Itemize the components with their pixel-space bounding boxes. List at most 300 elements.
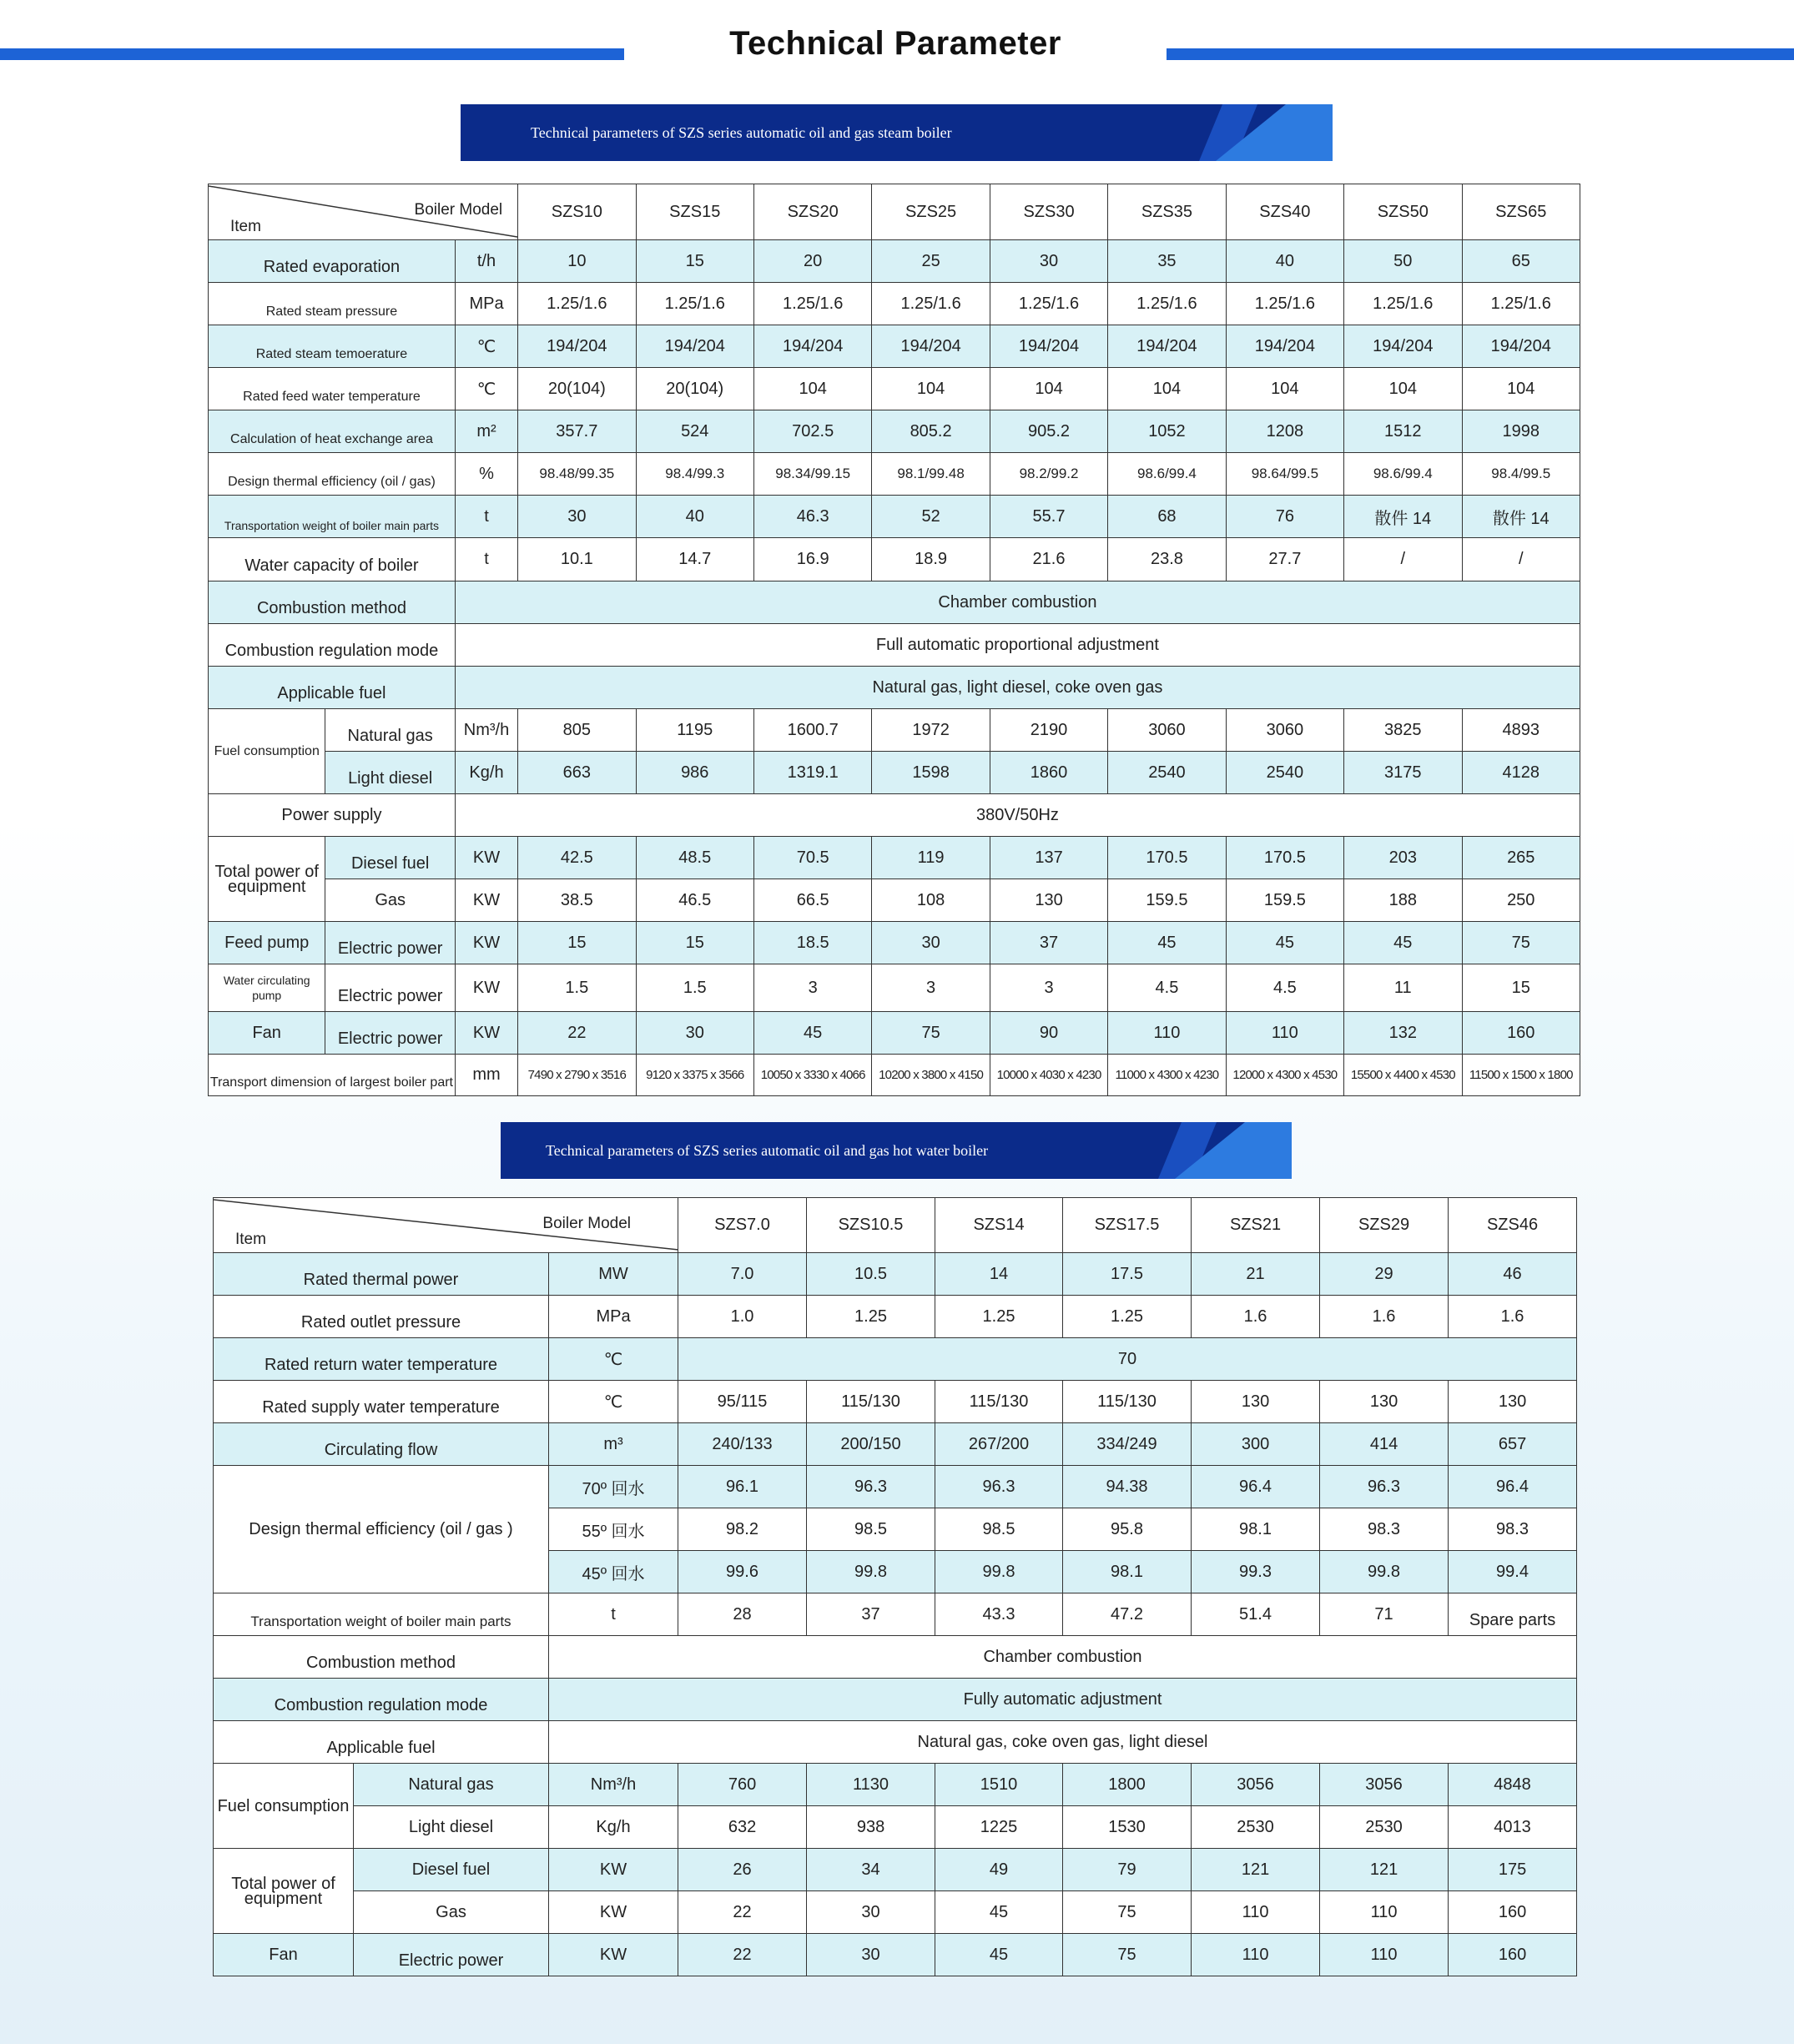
- unit-cell: t: [549, 1593, 678, 1636]
- unit-cell: KW: [549, 1849, 678, 1891]
- unit-cell: m³: [549, 1423, 678, 1466]
- value-cell: 159.5: [1226, 879, 1343, 922]
- value-cell: 1.25: [807, 1296, 935, 1338]
- sub-label: Electric power: [325, 964, 455, 1012]
- value-cell: 10050 x 3330 x 4066: [753, 1055, 871, 1096]
- value-cell: 1.6: [1320, 1296, 1449, 1338]
- value-cell: 194/204: [518, 325, 636, 368]
- value-cell: 1.25/1.6: [1108, 283, 1226, 325]
- value-cell: 71: [1320, 1593, 1449, 1636]
- row-label: Water circulating pump: [209, 964, 325, 1012]
- value-cell: /: [1344, 538, 1462, 581]
- value-cell: 29: [1320, 1253, 1449, 1296]
- row-label: Fan: [209, 1012, 325, 1055]
- value-cell: 95.8: [1063, 1508, 1192, 1551]
- unit-cell: KW: [549, 1934, 678, 1976]
- value-cell: 3: [753, 964, 871, 1012]
- table-row: [209, 752, 1580, 794]
- value-cell: 194/204: [990, 325, 1107, 368]
- value-cell: 1530: [1063, 1806, 1192, 1849]
- table-row: [209, 667, 1580, 709]
- table-row: [214, 1679, 1577, 1721]
- value-cell: 194/204: [1226, 325, 1343, 368]
- value-cell: 15: [518, 922, 636, 964]
- unit-cell: MW: [549, 1253, 678, 1296]
- value-cell: 15: [636, 240, 753, 283]
- value-cell: 10.5: [807, 1253, 935, 1296]
- value-cell: 702.5: [753, 410, 871, 453]
- row-label: Design thermal efficiency (oil / gas): [209, 453, 456, 496]
- row-label: Combustion regulation mode: [209, 624, 456, 667]
- value-cell: 115/130: [1063, 1381, 1192, 1423]
- row-label: Rated steam pressure: [209, 283, 456, 325]
- value-cell: 12000 x 4300 x 4530: [1226, 1055, 1343, 1096]
- value-cell: 4.5: [1226, 964, 1343, 1012]
- value-cell: 75: [1063, 1934, 1192, 1976]
- value-cell: 30: [807, 1934, 935, 1976]
- unit-cell: KW: [455, 964, 517, 1012]
- value-cell: 4848: [1449, 1764, 1577, 1806]
- merged-value: Chamber combustion: [455, 581, 1580, 624]
- value-cell: 42.5: [518, 837, 636, 879]
- value-cell: 43.3: [935, 1593, 1063, 1636]
- value-cell: 98.3: [1449, 1508, 1577, 1551]
- value-cell: 2190: [990, 709, 1107, 752]
- value-cell: 27.7: [1226, 538, 1343, 581]
- table-row: [209, 538, 1580, 581]
- model-header: SZS17.5: [1063, 1198, 1192, 1253]
- row-label: Transport dimension of largest boiler part: [209, 1055, 456, 1096]
- value-cell: 1.25/1.6: [1462, 283, 1580, 325]
- value-cell: 104: [990, 368, 1107, 410]
- value-cell: 3825: [1344, 709, 1462, 752]
- table-row: [214, 1934, 1577, 1976]
- header-bar-left: [0, 48, 624, 60]
- value-cell: 70.5: [753, 837, 871, 879]
- table-row: [209, 794, 1580, 837]
- value-cell: 35: [1108, 240, 1226, 283]
- table-row: [214, 1806, 1577, 1849]
- model-header: SZS40: [1226, 184, 1343, 240]
- table-row: [209, 837, 1580, 879]
- value-cell: 1.6: [1192, 1296, 1320, 1338]
- value-cell: 170.5: [1108, 837, 1226, 879]
- merged-value: Fully automatic adjustment: [549, 1679, 1577, 1721]
- table-row: [209, 709, 1580, 752]
- value-cell: 99.4: [1449, 1551, 1577, 1593]
- row-label: Combustion method: [209, 581, 456, 624]
- value-cell: 159.5: [1108, 879, 1226, 922]
- value-cell: 46: [1449, 1253, 1577, 1296]
- value-cell: 160: [1462, 1012, 1580, 1055]
- value-cell: 104: [1344, 368, 1462, 410]
- unit-cell: Nm³/h: [549, 1764, 678, 1806]
- row-label: Rated return water temperature: [214, 1338, 549, 1381]
- value-cell: 10: [518, 240, 636, 283]
- value-cell: 194/204: [872, 325, 990, 368]
- value-cell: 98.6/99.4: [1108, 453, 1226, 496]
- value-cell: 30: [872, 922, 990, 964]
- hotwater-boiler-table: [213, 1197, 1577, 1976]
- model-header: SZS7.0: [678, 1198, 807, 1253]
- boiler-model-label: Boiler Model: [414, 201, 503, 219]
- value-cell: 986: [636, 752, 753, 794]
- value-cell: 90: [990, 1012, 1107, 1055]
- value-cell: 34: [807, 1849, 935, 1891]
- value-cell: 98.5: [935, 1508, 1063, 1551]
- value-cell: 11500 x 1500 x 1800: [1462, 1055, 1580, 1096]
- value-cell: 240/133: [678, 1423, 807, 1466]
- hotwater-banner-title: Technical parameters of SZS series automatic oil and gas hot water boiler: [546, 1142, 989, 1159]
- value-cell: 4128: [1462, 752, 1580, 794]
- row-label: Water capacity of boiler: [209, 538, 456, 581]
- value-cell: 96.1: [678, 1466, 807, 1508]
- value-cell: 98.5: [807, 1508, 935, 1551]
- value-cell: 75: [872, 1012, 990, 1055]
- value-cell: 98.2: [678, 1508, 807, 1551]
- value-cell: 130: [1192, 1381, 1320, 1423]
- row-label: Combustion regulation mode: [214, 1679, 549, 1721]
- sub-label: Natural gas: [354, 1764, 549, 1806]
- value-cell: 663: [518, 752, 636, 794]
- value-cell: 96.3: [935, 1466, 1063, 1508]
- value-cell: 1319.1: [753, 752, 871, 794]
- value-cell: 99.3: [1192, 1551, 1320, 1593]
- value-cell: 75: [1063, 1891, 1192, 1934]
- value-cell: 110: [1192, 1891, 1320, 1934]
- item-label: Item: [235, 1231, 266, 1248]
- value-cell: 38.5: [518, 879, 636, 922]
- table-row: [209, 1055, 1580, 1096]
- sub-label: Diesel fuel: [354, 1849, 549, 1891]
- unit-cell: mm: [455, 1055, 517, 1096]
- unit-cell: KW: [455, 879, 517, 922]
- value-cell: 15500 x 4400 x 4530: [1344, 1055, 1462, 1096]
- steam-banner-title: Technical parameters of SZS series automatic oil and gas steam boiler: [531, 124, 952, 141]
- group-label: Design thermal efficiency (oil / gas ): [214, 1466, 549, 1593]
- unit-cell: t: [455, 538, 517, 581]
- table-row: [209, 410, 1580, 453]
- table-row: [209, 581, 1580, 624]
- sub-label: 55º 回水: [549, 1508, 678, 1551]
- value-cell: 1195: [636, 709, 753, 752]
- model-header: SZS46: [1449, 1198, 1577, 1253]
- value-cell: 55.7: [990, 496, 1107, 538]
- value-cell: 1.25: [935, 1296, 1063, 1338]
- unit-cell: Kg/h: [549, 1806, 678, 1849]
- header-corner: [214, 1198, 678, 1253]
- value-cell: 3: [990, 964, 1107, 1012]
- value-cell: 110: [1320, 1934, 1449, 1976]
- value-cell: 49: [935, 1849, 1063, 1891]
- sub-label: Light diesel: [354, 1806, 549, 1849]
- value-cell: 96.3: [1320, 1466, 1449, 1508]
- table-row: [214, 1466, 1577, 1508]
- value-cell: 905.2: [990, 410, 1107, 453]
- table-row: [214, 1764, 1577, 1806]
- merged-value: Natural gas, coke oven gas, light diesel: [549, 1721, 1577, 1764]
- value-cell: 4893: [1462, 709, 1580, 752]
- value-cell: 20: [753, 240, 871, 283]
- value-cell: 22: [678, 1934, 807, 1976]
- unit-cell: ℃: [549, 1381, 678, 1423]
- value-cell: 15: [636, 922, 753, 964]
- value-cell: 121: [1320, 1849, 1449, 1891]
- unit-cell: Nm³/h: [455, 709, 517, 752]
- table-row: [209, 922, 1580, 964]
- value-cell: 37: [990, 922, 1107, 964]
- value-cell: 194/204: [1344, 325, 1462, 368]
- value-cell: 95/115: [678, 1381, 807, 1423]
- model-header: SZS21: [1192, 1198, 1320, 1253]
- value-cell: 50: [1344, 240, 1462, 283]
- row-label: Rated thermal power: [214, 1253, 549, 1296]
- value-cell: 194/204: [636, 325, 753, 368]
- model-header: SZS25: [872, 184, 990, 240]
- row-label: Power supply: [209, 794, 456, 837]
- model-header: SZS14: [935, 1198, 1063, 1253]
- value-cell: 1998: [1462, 410, 1580, 453]
- sub-label: Gas: [354, 1891, 549, 1934]
- model-header: SZS35: [1108, 184, 1226, 240]
- row-label: Applicable fuel: [209, 667, 456, 709]
- value-cell: 79: [1063, 1849, 1192, 1891]
- value-cell: 3175: [1344, 752, 1462, 794]
- value-cell: 104: [1108, 368, 1226, 410]
- value-cell: /: [1462, 538, 1580, 581]
- value-cell: 18.5: [753, 922, 871, 964]
- value-cell: 110: [1320, 1891, 1449, 1934]
- value-cell: 30: [636, 1012, 753, 1055]
- value-cell: 104: [872, 368, 990, 410]
- value-cell: 121: [1192, 1849, 1320, 1891]
- value-cell: 1600.7: [753, 709, 871, 752]
- value-cell: 20(104): [636, 368, 753, 410]
- value-cell: 96.4: [1192, 1466, 1320, 1508]
- value-cell: 2530: [1320, 1806, 1449, 1849]
- value-cell: 267/200: [935, 1423, 1063, 1466]
- value-cell: 1.6: [1449, 1296, 1577, 1338]
- unit-cell: %: [455, 453, 517, 496]
- value-cell: 40: [1226, 240, 1343, 283]
- value-cell: 14.7: [636, 538, 753, 581]
- value-cell: 16.9: [753, 538, 871, 581]
- value-cell: 3056: [1192, 1764, 1320, 1806]
- value-cell: 1.25: [1063, 1296, 1192, 1338]
- value-cell: 98.4/99.3: [636, 453, 753, 496]
- value-cell: 2540: [1226, 752, 1343, 794]
- value-cell: 188: [1344, 879, 1462, 922]
- value-cell: 194/204: [753, 325, 871, 368]
- value-cell: 46.3: [753, 496, 871, 538]
- value-cell: 632: [678, 1806, 807, 1849]
- value-cell: 15: [1462, 964, 1580, 1012]
- merged-value: Full automatic proportional adjustment: [455, 624, 1580, 667]
- unit-cell: MPa: [549, 1296, 678, 1338]
- unit-cell: Kg/h: [455, 752, 517, 794]
- value-cell: 1.5: [636, 964, 753, 1012]
- value-cell: 10200 x 3800 x 4150: [872, 1055, 990, 1096]
- value-cell: 657: [1449, 1423, 1577, 1466]
- value-cell: 2530: [1192, 1806, 1320, 1849]
- value-cell: 51.4: [1192, 1593, 1320, 1636]
- value-cell: 21: [1192, 1253, 1320, 1296]
- value-cell: 48.5: [636, 837, 753, 879]
- value-cell: 4.5: [1108, 964, 1226, 1012]
- table-row: [214, 1721, 1577, 1764]
- header-corner: [209, 184, 518, 240]
- item-label: Item: [230, 218, 261, 235]
- value-cell: 37: [807, 1593, 935, 1636]
- unit-cell: KW: [455, 837, 517, 879]
- value-cell: 194/204: [1462, 325, 1580, 368]
- model-header: SZS30: [990, 184, 1107, 240]
- value-cell: 99.6: [678, 1551, 807, 1593]
- header-bar-right: [1167, 48, 1794, 60]
- value-cell: 1052: [1108, 410, 1226, 453]
- row-label: Rated evaporation: [209, 240, 456, 283]
- value-cell: 65: [1462, 240, 1580, 283]
- value-cell: 130: [1320, 1381, 1449, 1423]
- value-cell: 1510: [935, 1764, 1063, 1806]
- model-header: SZS10: [518, 184, 636, 240]
- sub-label: Light diesel: [325, 752, 455, 794]
- header-row: [209, 184, 1580, 240]
- value-cell: 68: [1108, 496, 1226, 538]
- unit-cell: MPa: [455, 283, 517, 325]
- row-label: Fan: [214, 1934, 354, 1976]
- table-row: [214, 1381, 1577, 1423]
- sub-label: Electric power: [325, 1012, 455, 1055]
- group-label: Total power of equipment: [209, 837, 325, 922]
- row-label: Transportation weight of boiler main parts: [209, 496, 456, 538]
- table-row: [209, 496, 1580, 538]
- value-cell: 170.5: [1226, 837, 1343, 879]
- value-cell: Spare parts: [1449, 1593, 1577, 1636]
- table-row: [209, 453, 1580, 496]
- row-label: Transportation weight of boiler main parts: [214, 1593, 549, 1636]
- value-cell: 25: [872, 240, 990, 283]
- value-cell: 805: [518, 709, 636, 752]
- value-cell: 175: [1449, 1849, 1577, 1891]
- sub-label: Electric power: [354, 1934, 549, 1976]
- value-cell: 散件 14: [1462, 496, 1580, 538]
- group-label: Fuel consumption: [214, 1764, 354, 1849]
- row-label: Combustion method: [214, 1636, 549, 1679]
- table-row: [209, 624, 1580, 667]
- value-cell: 1800: [1063, 1764, 1192, 1806]
- value-cell: 104: [753, 368, 871, 410]
- value-cell: 11000 x 4300 x 4230: [1108, 1055, 1226, 1096]
- row-label: Rated outlet pressure: [214, 1296, 549, 1338]
- value-cell: 98.64/99.5: [1226, 453, 1343, 496]
- model-header: SZS65: [1462, 184, 1580, 240]
- value-cell: 2540: [1108, 752, 1226, 794]
- table-row: [209, 283, 1580, 325]
- steam-banner: [461, 104, 1333, 161]
- value-cell: 115/130: [935, 1381, 1063, 1423]
- value-cell: 3060: [1108, 709, 1226, 752]
- value-cell: 10.1: [518, 538, 636, 581]
- value-cell: 1130: [807, 1764, 935, 1806]
- table-row: [214, 1849, 1577, 1891]
- value-cell: 10000 x 4030 x 4230: [990, 1055, 1107, 1096]
- value-cell: 110: [1108, 1012, 1226, 1055]
- row-label: Applicable fuel: [214, 1721, 549, 1764]
- value-cell: 1208: [1226, 410, 1343, 453]
- value-cell: 98.2/99.2: [990, 453, 1107, 496]
- value-cell: 1225: [935, 1806, 1063, 1849]
- unit-cell: KW: [549, 1891, 678, 1934]
- merged-value: Natural gas, light diesel, coke oven gas: [455, 667, 1580, 709]
- value-cell: 524: [636, 410, 753, 453]
- unit-cell: KW: [455, 1012, 517, 1055]
- value-cell: 1972: [872, 709, 990, 752]
- model-header: SZS50: [1344, 184, 1462, 240]
- row-label: Rated supply water temperature: [214, 1381, 549, 1423]
- sub-label: 45º 回水: [549, 1551, 678, 1593]
- table-row: [209, 879, 1580, 922]
- value-cell: 265: [1462, 837, 1580, 879]
- table-row: [214, 1296, 1577, 1338]
- group-label: Total power of equipment: [214, 1849, 354, 1934]
- value-cell: 760: [678, 1764, 807, 1806]
- value-cell: 11: [1344, 964, 1462, 1012]
- row-label: Calculation of heat exchange area: [209, 410, 456, 453]
- value-cell: 250: [1462, 879, 1580, 922]
- table-row: [209, 325, 1580, 368]
- unit-cell: ℃: [455, 325, 517, 368]
- value-cell: 66.5: [753, 879, 871, 922]
- value-cell: 110: [1192, 1934, 1320, 1976]
- value-cell: 160: [1449, 1934, 1577, 1976]
- model-header: SZS15: [636, 184, 753, 240]
- value-cell: 30: [990, 240, 1107, 283]
- value-cell: 132: [1344, 1012, 1462, 1055]
- value-cell: 30: [518, 496, 636, 538]
- table-row: [214, 1593, 1577, 1636]
- value-cell: 1.25/1.6: [636, 283, 753, 325]
- value-cell: 300: [1192, 1423, 1320, 1466]
- value-cell: 1.25/1.6: [753, 283, 871, 325]
- value-cell: 1.0: [678, 1296, 807, 1338]
- value-cell: 52: [872, 496, 990, 538]
- value-cell: 194/204: [1108, 325, 1226, 368]
- value-cell: 414: [1320, 1423, 1449, 1466]
- table-row: [214, 1338, 1577, 1381]
- value-cell: 20(104): [518, 368, 636, 410]
- table-row: [214, 1253, 1577, 1296]
- table-row: [209, 368, 1580, 410]
- value-cell: 7490 x 2790 x 3516: [518, 1055, 636, 1096]
- model-header: SZS10.5: [807, 1198, 935, 1253]
- value-cell: 7.0: [678, 1253, 807, 1296]
- value-cell: 98.1: [1192, 1508, 1320, 1551]
- sub-label: Gas: [325, 879, 455, 922]
- value-cell: 45: [935, 1891, 1063, 1934]
- value-cell: 938: [807, 1806, 935, 1849]
- row-label: Rated steam temoerature: [209, 325, 456, 368]
- value-cell: 160: [1449, 1891, 1577, 1934]
- value-cell: 1598: [872, 752, 990, 794]
- table-row: [214, 1423, 1577, 1466]
- table-row: [214, 1636, 1577, 1679]
- value-cell: 46.5: [636, 879, 753, 922]
- value-cell: 98.3: [1320, 1508, 1449, 1551]
- merged-value: Chamber combustion: [549, 1636, 1577, 1679]
- value-cell: 99.8: [1320, 1551, 1449, 1593]
- steam-boiler-table: [208, 184, 1580, 1096]
